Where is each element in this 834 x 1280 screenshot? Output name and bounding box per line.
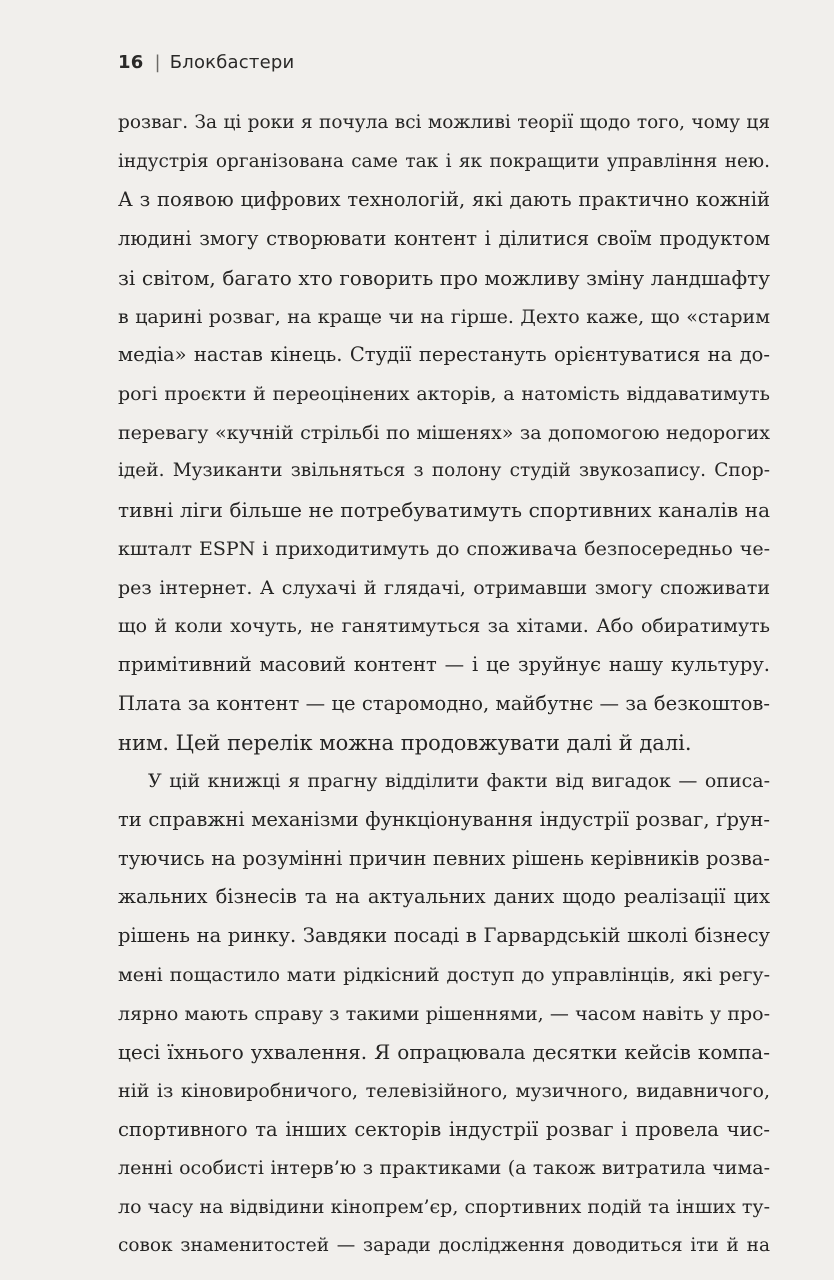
text-line: примітивний масовий контент — і це зруйнує нашу культуру.	[118, 653, 770, 677]
book-title: Блокбастери	[169, 51, 295, 73]
text-line: ідей. Музиканти звільняться з полону студій звукозапису. Спор-	[118, 460, 770, 482]
text-line: перевагу «кучній стрільбі по мішенях» за допомогою недорогих	[118, 421, 770, 444]
text-line: ним. Цей перелік можна продовжувати далі й далі.	[118, 730, 692, 755]
paragraph-1	[118, 104, 770, 762]
text-line: ній із кіновиробничого, телевізійного, музичного, видавничого,	[118, 1079, 770, 1102]
body-text	[118, 104, 770, 1266]
page-number: 16	[118, 51, 144, 73]
text-line: лярно мають справу з такими рішеннями, — часом навіть у про-	[118, 1002, 770, 1025]
text-line: совок знаменитостей — заради дослідження доводиться іти й на	[118, 1234, 770, 1256]
text-line: цесі їхнього ухвалення. Я опрацювала десятки кейсів компа-	[118, 1040, 770, 1065]
text-line: рішень на ринку. Завдяки посаді в Гарвардській школі бізнесу	[118, 924, 770, 948]
text-line: тивні ліги більше не потребуватимуть спортивних каналів на	[118, 498, 770, 523]
text-line: медіа» настав кінець. Студії перестануть орієнтуватися на до-	[118, 343, 770, 367]
text-line: зі світом, багато хто говорить про можливу зміну ландшафту	[118, 265, 770, 290]
text-line: в царині розваг, на краще чи на гірше. Дехто каже, що «старим	[118, 305, 770, 328]
text-line: рез інтернет. А слухачі й глядачі, отримавши змогу споживати	[118, 576, 770, 599]
text-line: рогі проєкти й переоцінених акторів, а натомість віддаватимуть	[118, 383, 770, 406]
running-head	[118, 50, 294, 74]
text-line: А з появою цифрових технологій, які дають практично кожній	[118, 188, 770, 212]
text-line: У цій книжці я прагну відділити факти від вигадок — описа-	[148, 770, 770, 793]
text-line: людині змогу створювати контент і ділитися своїм продуктом	[118, 227, 770, 251]
text-line: мені пощастило мати рідкісний доступ до управлінців, які регу-	[118, 963, 770, 986]
text-line: індустрія організована саме так і як покращити управління нею.	[118, 150, 770, 172]
header-separator: |	[154, 51, 161, 73]
text-line: Плата за контент — це старомодно, майбутнє — за безкоштов-	[118, 691, 770, 715]
text-line: ло часу на відвідини кінопрем’єр, спортивних подій та інших ту-	[118, 1196, 770, 1219]
paragraph-2	[118, 762, 770, 1265]
text-line: що й коли хочуть, не ганятимуться за хітами. Або обиратимуть	[118, 615, 770, 638]
text-line: жальних бізнесів та на актуальних даних щодо реалізації цих	[118, 885, 770, 909]
text-line: розваг. За ці роки я почула всі можливі теорії щодо того, чому ця	[118, 112, 770, 133]
text-line: ленні особисті інтерв’ю з практиками (а також витратила чима-	[118, 1157, 770, 1180]
text-line: спортивного та інших секторів індустрії розваг і провела чис-	[118, 1117, 770, 1141]
text-line: ти справжні механізми функціонування індустрії розваг, ґрун-	[118, 807, 770, 831]
text-line: кшталт ESPN і приходитимуть до споживача безпосередньо че-	[118, 537, 770, 560]
text-line: туючись на розумінні причин певних рішень керівників розва-	[118, 846, 770, 870]
